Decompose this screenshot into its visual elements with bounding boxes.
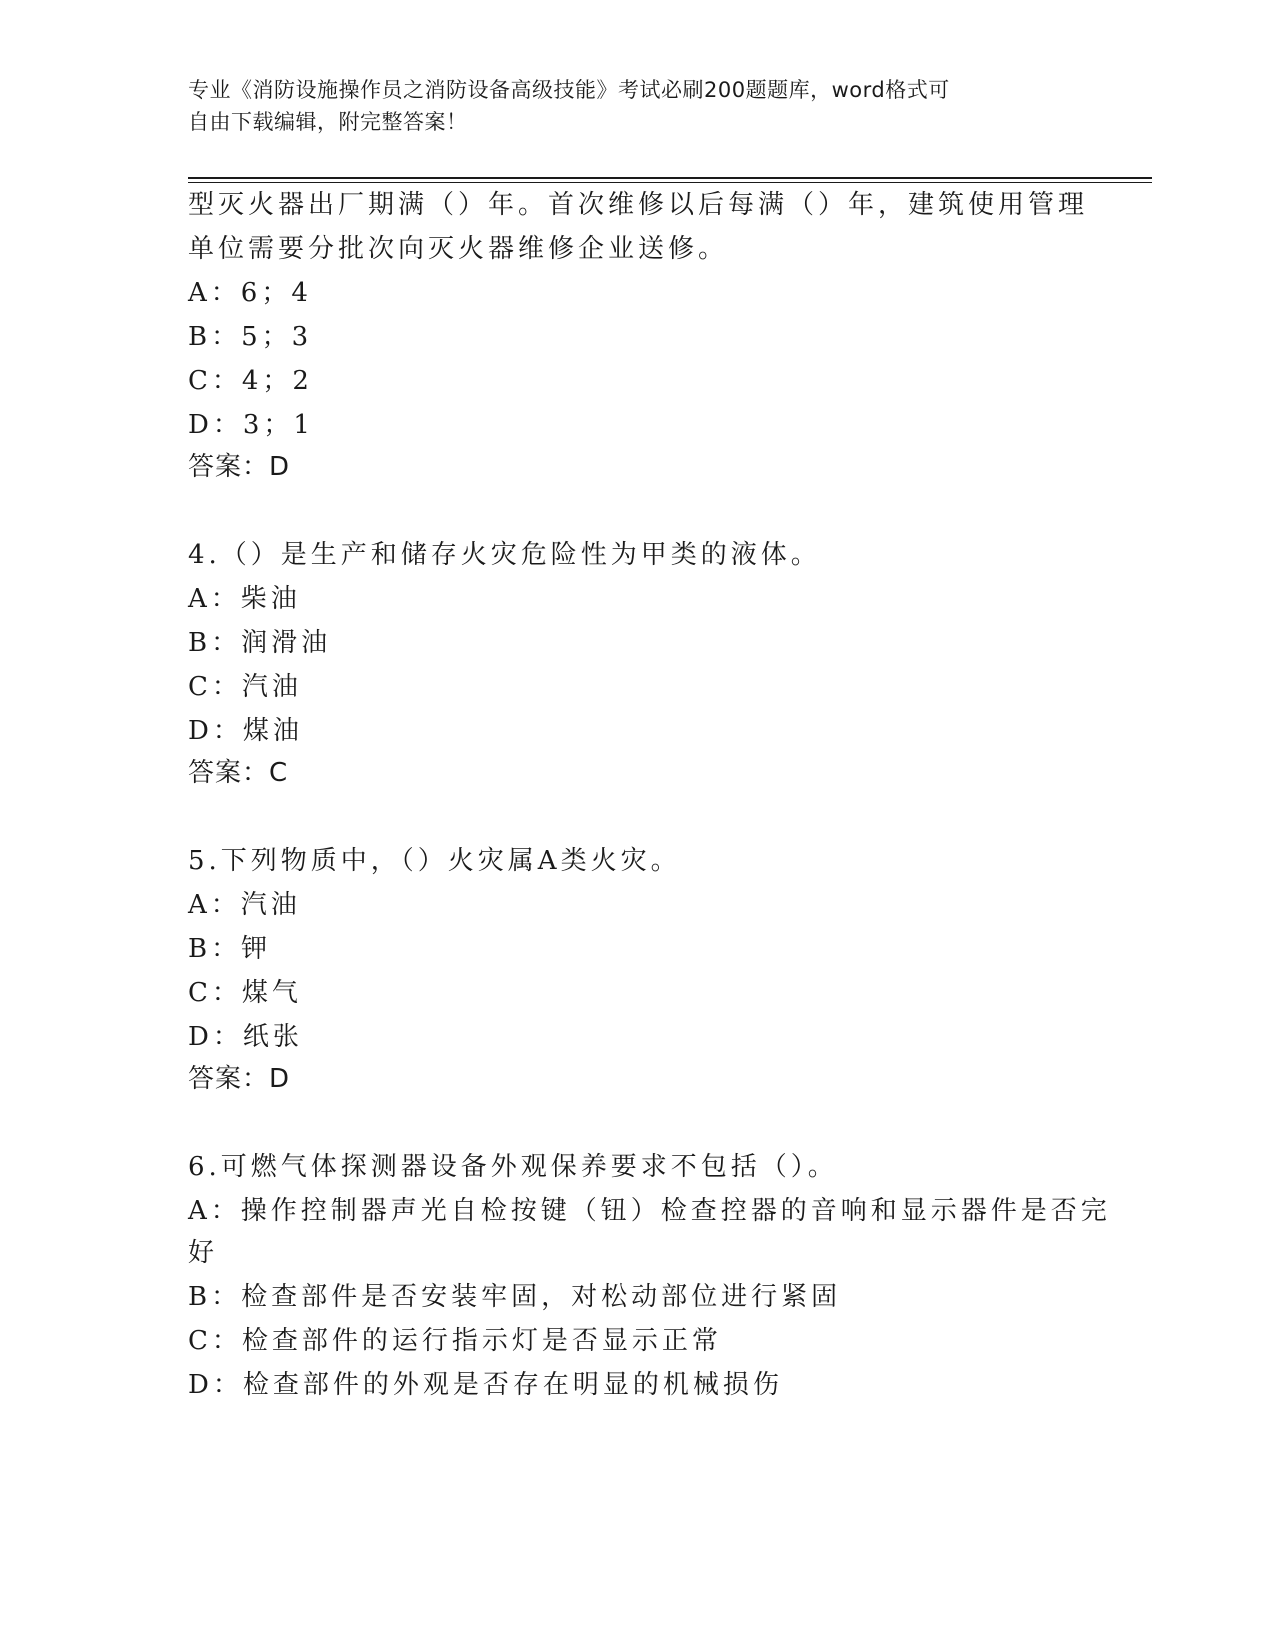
- q4-option-b: B：润滑油: [188, 628, 332, 658]
- q4-option-a: A：柴油: [188, 584, 301, 614]
- q6-stem: 6.可燃气体探测器设备外观保养要求不包括（）。: [188, 1152, 838, 1182]
- q6-option-d: D：检查部件的外观是否存在明显的机械损伤: [188, 1370, 783, 1400]
- header-line-2: 自由下载编辑，附完整答案！: [188, 110, 468, 134]
- q3-answer: 答案：D: [188, 452, 291, 482]
- q3-stem-line-1: 型灭火器出厂期满（）年。首次维修以后每满（）年，建筑使用管理: [188, 190, 1089, 220]
- q5-option-d: D：纸张: [188, 1022, 303, 1052]
- q5-option-b: B：钾: [188, 934, 272, 964]
- q6-option-a-line-2: 好: [188, 1238, 219, 1268]
- q4-option-d: D：煤油: [188, 716, 303, 746]
- header-line-1: 专业《消防设施操作员之消防设备高级技能》考试必刷200题题库，word格式可: [188, 78, 950, 102]
- q3-option-c: C：4；2: [188, 366, 313, 396]
- document-header: [188, 74, 1068, 138]
- q3-option-b: B：5；3: [188, 322, 313, 352]
- q5-option-a: A：汽油: [188, 890, 301, 920]
- q6-option-c: C：检查部件的运行指示灯是否显示正常: [188, 1326, 722, 1356]
- header-divider-thick: [188, 177, 1152, 179]
- header-divider-thin: [188, 182, 1152, 183]
- q5-stem: 5.下列物质中，（）火灾属A类火灾。: [188, 846, 681, 876]
- q5-answer: 答案：D: [188, 1064, 291, 1094]
- q4-stem: 4.（）是生产和储存火灾危险性为甲类的液体。: [188, 540, 821, 570]
- q4-option-c: C：汽油: [188, 672, 302, 702]
- q3-option-d: D：3；1: [188, 410, 314, 440]
- q4-answer: 答案：C: [188, 758, 289, 788]
- q5-option-c: C：煤气: [188, 978, 302, 1008]
- q6-option-a-line-1: A：操作控制器声光自检按键（钮）检查控器的音响和显示器件是否完: [188, 1196, 1111, 1226]
- q6-option-b: B：检查部件是否安装牢固，对松动部位进行紧固: [188, 1282, 842, 1312]
- q3-option-a: A：6；4: [188, 278, 312, 308]
- q3-stem-line-2: 单位需要分批次向灭火器维修企业送修。: [188, 234, 729, 264]
